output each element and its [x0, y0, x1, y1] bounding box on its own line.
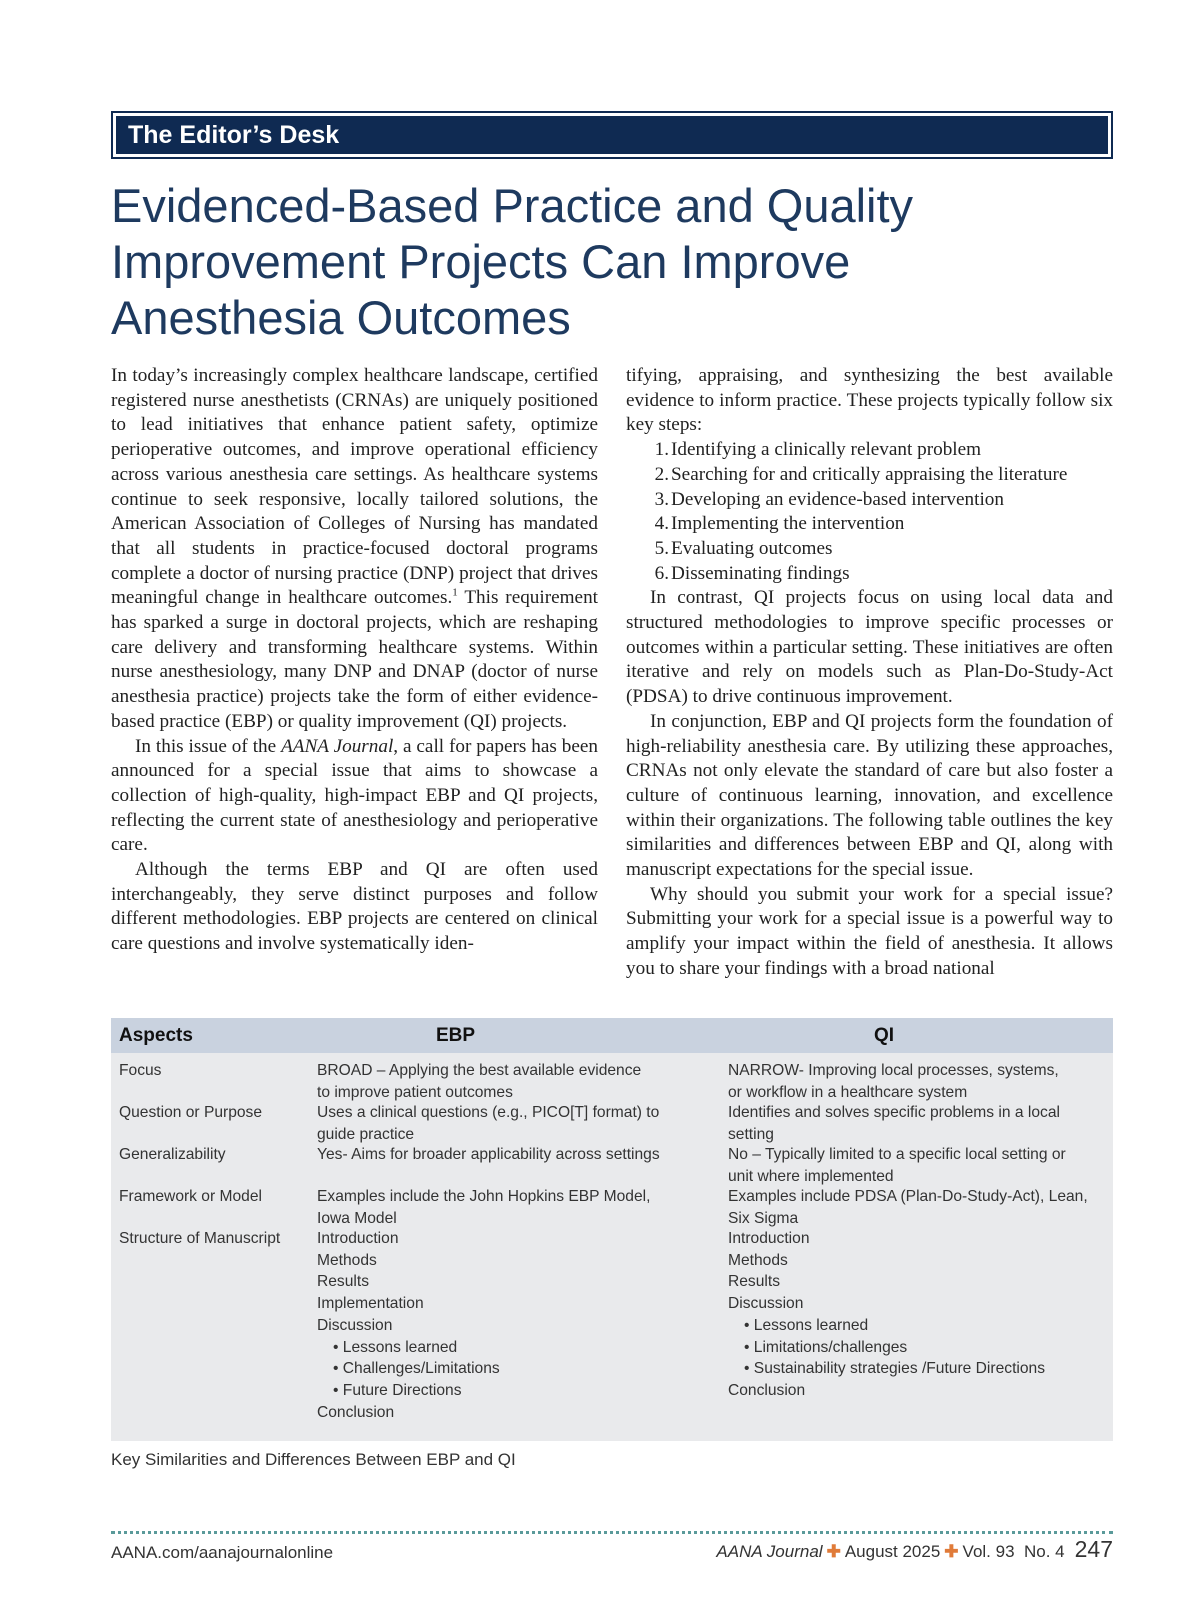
paragraph: In conjunction, EBP and QI projects form the foundation of high-reliability anesthesia care. By utilizing these approaches, CRNAs not only elevate the standard of care but also foster a culture of continuous learning, innovation, and excellence within their organizations. The following table outlines the key similarities and differences between EBP and QI, along with manuscript expectations for the special issue.: [626, 710, 1113, 881]
plus-icon: ✚: [826, 1542, 841, 1561]
step-number: 6.: [654, 562, 669, 584]
cell-line: Iowa Model: [317, 1209, 397, 1227]
footer-date: August 2025: [844, 1542, 941, 1561]
header-ebp: EBP: [436, 1025, 476, 1046]
cell-line: setting: [728, 1125, 774, 1143]
qi-cell: [728, 1186, 1108, 1229]
step-number: 3.: [654, 488, 669, 510]
cell-bullet: • Future Directions: [333, 1381, 462, 1399]
body-column-left: [111, 364, 598, 957]
header-aspects: Aspects: [119, 1025, 193, 1046]
list-item: [650, 537, 1113, 562]
step-number: 5.: [654, 537, 669, 559]
steps-list: [626, 438, 1113, 586]
footer-journal: AANA Journal: [716, 1542, 823, 1561]
cell-line: Introduction: [728, 1230, 810, 1247]
header-qi: QI: [874, 1025, 895, 1046]
footer-citation: [716, 1536, 1113, 1563]
ebp-cell: [317, 1102, 717, 1145]
step-text: Searching for and critically appraising the literature: [671, 463, 1068, 485]
cell-line: Six Sigma: [728, 1209, 799, 1227]
cell-line: BROAD – Applying the best available evidence: [317, 1062, 642, 1079]
footer-divider: [111, 1531, 1113, 1534]
cell-line: No – Typically limited to a specific local setting or: [728, 1146, 1066, 1163]
cell-line: NARROW- Improving local processes, systems,: [728, 1062, 1059, 1079]
qi-cell: [728, 1102, 1108, 1145]
cell-bullet: • Lessons learned: [333, 1338, 458, 1356]
step-text: Evaluating outcomes: [671, 537, 833, 559]
cell-line: Introduction: [317, 1230, 399, 1247]
cell-line: Examples include the John Hopkins EBP Model,: [317, 1188, 651, 1205]
qi-cell: [728, 1060, 1108, 1103]
paragraph: tifying, appraising, and synthesizing the best available evidence to inform practice. These projects typically follow six key steps:: [626, 365, 1113, 436]
cell-line: Conclusion: [317, 1403, 395, 1421]
paragraph: Although the terms EBP and QI are often used interchangeably, they serve distinct purposes and follow different methodologies. EBP projects are centered on clinical care questions and involve systematically iden-: [111, 859, 598, 955]
aspect-cell: Focus: [119, 1062, 162, 1079]
section-banner: [111, 111, 1113, 159]
paragraph: Why should you submit your work for a special issue? Submitting your work for a special issue is a powerful way to amplify your impact within the field of anesthesia. It allows you to share your findings with a broad national: [626, 883, 1113, 979]
ebp-cell: [317, 1144, 717, 1166]
qi-cell: [728, 1144, 1108, 1187]
cell-line: or workflow in a healthcare system: [728, 1083, 968, 1101]
title-line: Evidenced-Based Practice and Quality: [111, 179, 914, 232]
step-text: Developing an evidence-based intervention: [671, 488, 1004, 510]
cell-line: unit where implemented: [728, 1167, 894, 1185]
plus-icon: ✚: [944, 1542, 959, 1561]
aspect-cell: Generalizability: [119, 1146, 226, 1163]
aspect-cell: Structure of Manuscript: [119, 1230, 281, 1247]
cell-line: guide practice: [317, 1125, 415, 1143]
cell-line: Uses a clinical questions (e.g., PICO[T] format) to: [317, 1104, 660, 1121]
cell-line: Discussion: [317, 1316, 393, 1334]
ebp-cell: [317, 1186, 717, 1229]
cell-line: Conclusion: [728, 1381, 806, 1399]
cell-line: Methods: [317, 1251, 377, 1269]
paragraph-text: , a call for papers has been announced for a special issue that aims to showcase a collection of high-quality, high-impact EBP and QI projects, reflecting the current state of anesthesiology and perioperative care.: [111, 735, 598, 856]
paragraph-text: In today’s increasingly complex healthcare landscape, certified registered nurse anesthetists (CRNAs) are uniquely positioned to lead initiatives that enhance patient safety, optimize perioperative outcomes, and improve operational efficiency across various anesthesia care settings. As healthcare systems continue to seek responsive, locally tailored solutions, the American Association of Colleges of Nursing has mandated that all students in practice-focused doctoral programs complete a doctor of nursing practice (DNP) project that drives meaningful change in healthcare outcomes.: [111, 365, 598, 609]
cell-line: to improve patient outcomes: [317, 1083, 513, 1101]
step-text: Disseminating findings: [671, 562, 850, 584]
paragraph-text: In this issue of the: [135, 735, 282, 757]
page-number: 247: [1074, 1536, 1113, 1562]
cell-line: Discussion: [728, 1295, 804, 1313]
list-item: [650, 488, 1113, 513]
reference-superscript: 1: [452, 586, 458, 599]
cell-bullet: • Sustainability strategies /Future Directions: [744, 1360, 1046, 1378]
section-banner-label: The Editor’s Desk: [116, 116, 1108, 154]
ebp-cell: [317, 1060, 717, 1103]
paragraph: In contrast, QI projects focus on using local data and structured methodologies to improve specific processes or outcomes within a particular setting. These initiatives are often iterative and rely on models such as Plan-Do-Study-Act (PDSA) to drive continuous improvement.: [626, 587, 1113, 708]
cell-line: Methods: [728, 1251, 788, 1269]
step-number: 2.: [654, 463, 669, 485]
list-item: [650, 562, 1113, 587]
title-line: Improvement Projects Can Improve: [111, 235, 851, 288]
cell-bullet: • Challenges/Limitations: [333, 1360, 500, 1378]
journal-name: AANA Journal: [281, 735, 394, 757]
cell-bullet: • Limitations/challenges: [744, 1338, 908, 1356]
aspect-cell: Question or Purpose: [119, 1104, 263, 1121]
table-caption: Key Similarities and Differences Between EBP and QI: [111, 1450, 516, 1469]
step-text: Implementing the intervention: [671, 513, 905, 535]
step-number: 4.: [654, 513, 669, 535]
cell-line: Implementation: [317, 1295, 424, 1313]
step-text: Identifying a clinically relevant problem: [671, 439, 982, 461]
paragraph: [111, 364, 598, 735]
list-item: [650, 512, 1113, 537]
cell-line: Yes- Aims for broader applicability across settings: [317, 1146, 660, 1163]
cell-line: Examples include PDSA (Plan-Do-Study-Act), Lean,: [728, 1188, 1088, 1205]
ebp-cell: [317, 1228, 717, 1423]
qi-cell: [728, 1228, 1108, 1402]
comparison-table: [111, 1018, 1113, 1441]
step-number: 1.: [654, 439, 669, 461]
cell-line: Identifies and solves specific problems in a local: [728, 1104, 1060, 1121]
cell-line: Results: [317, 1273, 369, 1291]
title-line: Anesthesia Outcomes: [111, 291, 571, 344]
paragraph-text: This requirement has sparked a surge in doctoral projects, which are reshaping care delivery and transforming healthcare systems. Within nurse anesthesiology, many DNP and DNAP (doctor of nurse anesthesia practice) projects take the form of either evidence-based practice (EBP) or quality improvement (QI) projects.: [111, 587, 599, 732]
table-header: [111, 1018, 1113, 1053]
footer-volume: Vol. 93 No. 4: [962, 1542, 1065, 1561]
article-title: [111, 178, 1111, 346]
list-item: [650, 438, 1113, 463]
aspect-cell: Framework or Model: [119, 1188, 262, 1205]
footer-url[interactable]: AANA.com/aanajournalonline: [111, 1543, 334, 1562]
cell-line: Results: [728, 1273, 780, 1291]
cell-bullet: • Lessons learned: [744, 1316, 869, 1334]
body-column-right: [626, 364, 1113, 982]
paragraph: [111, 735, 598, 859]
list-item: [650, 463, 1113, 488]
